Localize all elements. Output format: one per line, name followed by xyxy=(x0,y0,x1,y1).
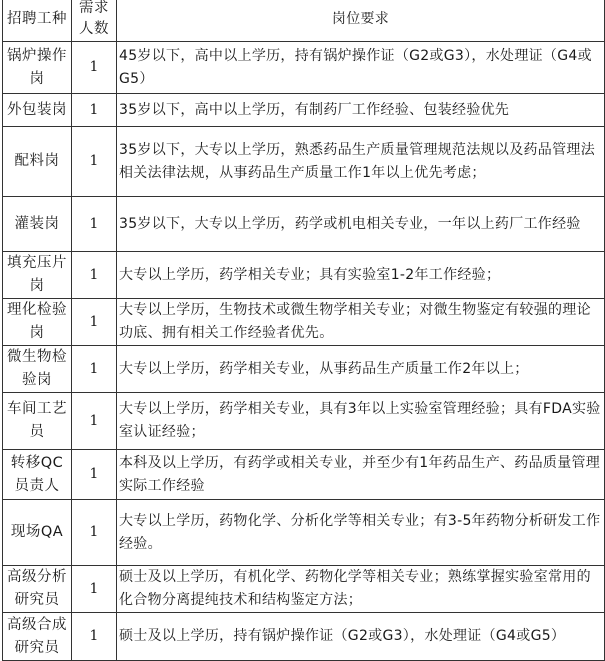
count-cell: 1 xyxy=(72,127,117,197)
count-cell: 1 xyxy=(72,613,117,661)
table-row xyxy=(3,252,605,299)
recruitment-table xyxy=(2,0,605,661)
requirement-cell: 大专以上学历，药学相关专业；具有实验室1-2年工作经验； xyxy=(117,252,605,299)
requirement-cell: 大专以上学历，药学相关专业，具有3年以上实验室管理经验；具有FDA实验室认证经验； xyxy=(117,393,605,450)
table-row xyxy=(3,450,605,500)
job-type-cell: 车间工艺员 xyxy=(3,393,72,450)
table-body xyxy=(3,42,605,661)
header-count-line2: 人数 xyxy=(79,21,109,37)
job-type-cell: 理化检验岗 xyxy=(3,299,72,346)
requirement-cell: 大专以上学历，药物化学、分析化学等相关专业；有3-5年药物分析研发工作经验。 xyxy=(117,500,605,566)
job-type-cell: 外包装岗 xyxy=(3,94,72,127)
header-requirements: 岗位要求 xyxy=(117,0,605,42)
requirement-cell: 45岁以下，高中以上学历，持有锅炉操作证（G2或G3），水处理证（G4或G5） xyxy=(117,42,605,94)
count-cell: 1 xyxy=(72,197,117,252)
job-type-cell: 配料岗 xyxy=(3,127,72,197)
count-cell: 1 xyxy=(72,94,117,127)
job-type-cell: 锅炉操作岗 xyxy=(3,42,72,94)
table-row xyxy=(3,566,605,613)
table-row xyxy=(3,613,605,661)
requirement-cell: 硕士及以上学历，有机化学、药物化学等相关专业；熟练掌握实验室常用的化合物分离提纯技术和结构鉴定方法； xyxy=(117,566,605,613)
header-job-type: 招聘工种 xyxy=(3,0,72,42)
requirement-cell: 35岁以下，大专以上学历，药学或机电相关专业，一年以上药厂工作经验 xyxy=(117,197,605,252)
header-count-line1: 需求 xyxy=(79,0,109,16)
table-row xyxy=(3,299,605,346)
table-row xyxy=(3,42,605,94)
count-cell: 1 xyxy=(72,299,117,346)
table-row xyxy=(3,500,605,566)
requirement-cell: 硕士及以上学历，持有锅炉操作证（G2或G3），水处理证（G4或G5） xyxy=(117,613,605,661)
table-row xyxy=(3,197,605,252)
count-cell: 1 xyxy=(72,346,117,393)
table-row xyxy=(3,393,605,450)
job-type-cell: 填充压片岗 xyxy=(3,252,72,299)
header-count xyxy=(72,0,117,42)
count-cell: 1 xyxy=(72,393,117,450)
requirement-cell: 大专以上学历，生物技术或微生物学相关专业；对微生物鉴定有较强的理论功底、拥有相关工作经验者优先。 xyxy=(117,299,605,346)
job-type-cell: 高级合成研究员 xyxy=(3,613,72,661)
table-row xyxy=(3,346,605,393)
requirement-cell: 本科及以上学历，有药学或相关专业，并至少有1年药品生产、药品质量管理实际工作经验 xyxy=(117,450,605,500)
job-type-cell: 灌装岗 xyxy=(3,197,72,252)
job-type-cell: 转移QC员责人 xyxy=(3,450,72,500)
count-cell: 1 xyxy=(72,500,117,566)
job-type-cell: 现场QA xyxy=(3,500,72,566)
header-row xyxy=(3,0,605,42)
job-type-cell: 微生物检验岗 xyxy=(3,346,72,393)
requirement-cell: 大专以上学历，药学相关专业，从事药品生产质量工作2年以上； xyxy=(117,346,605,393)
count-cell: 1 xyxy=(72,252,117,299)
table-row xyxy=(3,127,605,197)
requirement-cell: 35岁以下，高中以上学历，有制药厂工作经验、包装经验优先 xyxy=(117,94,605,127)
job-type-cell: 高级分析研究员 xyxy=(3,566,72,613)
table-row xyxy=(3,94,605,127)
count-cell: 1 xyxy=(72,566,117,613)
requirement-cell: 35岁以下，大专以上学历，熟悉药品生产质量管理规范法规以及药品管理法相关法律法规，从事药品生产质量工作1年以上优先考虑； xyxy=(117,127,605,197)
count-cell: 1 xyxy=(72,450,117,500)
count-cell: 1 xyxy=(72,42,117,94)
